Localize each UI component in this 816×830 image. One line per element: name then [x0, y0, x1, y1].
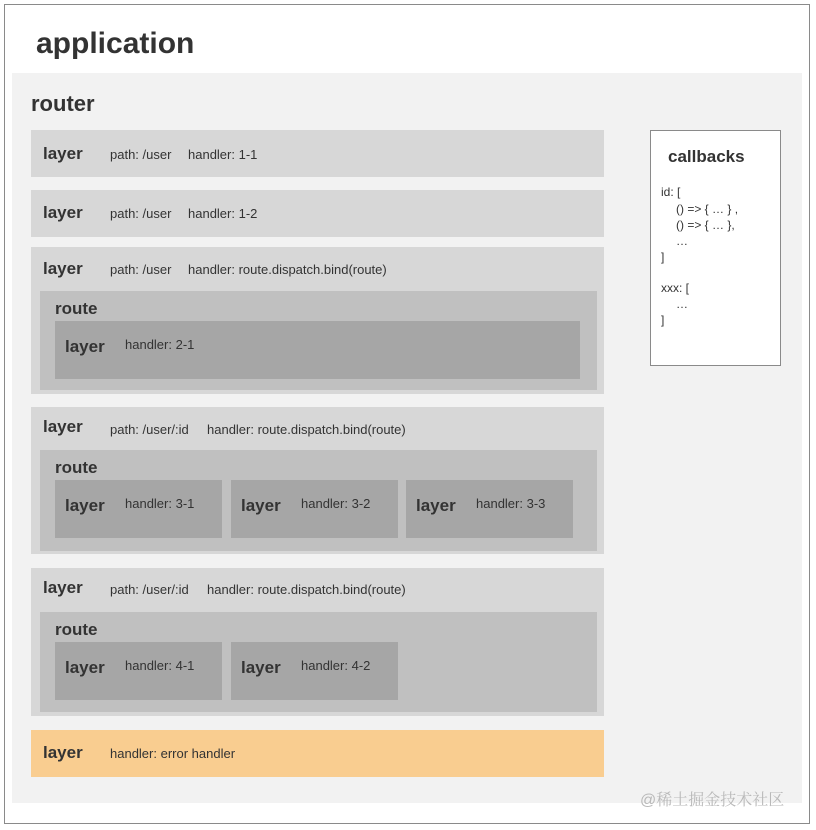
- callbacks-box: [650, 130, 781, 366]
- layer-handler: handler: 1-2: [188, 206, 258, 221]
- layer-label: layer: [241, 658, 281, 677]
- layer-label: layer: [241, 496, 281, 515]
- router-title: router: [31, 91, 95, 116]
- router-layer-3: [31, 247, 604, 394]
- route-layer: [231, 480, 398, 538]
- layer-path: path: /user/:id: [110, 582, 189, 597]
- route-box: [40, 450, 597, 551]
- route-title: route: [55, 299, 98, 318]
- layer-label: layer: [43, 417, 83, 436]
- layer-handler: handler: 4-1: [125, 658, 195, 673]
- callbacks-line: id: [: [661, 185, 681, 199]
- layer-handler: handler: route.dispatch.bind(route): [188, 262, 387, 277]
- layer-handler: handler: 1-1: [188, 147, 258, 162]
- layer-label: layer: [43, 203, 83, 222]
- layer-handler: handler: route.dispatch.bind(route): [207, 582, 406, 597]
- callbacks-line: …: [676, 234, 688, 248]
- route-layer: [55, 642, 222, 700]
- layer-label: layer: [65, 496, 105, 515]
- route-box: [40, 612, 597, 712]
- layer-path: path: /user: [110, 262, 172, 277]
- callbacks-line: ]: [661, 313, 665, 327]
- layer-handler: handler: route.dispatch.bind(route): [207, 422, 406, 437]
- callbacks-line: ]: [661, 250, 665, 264]
- layer-label: layer: [43, 743, 83, 762]
- callbacks-title: callbacks: [668, 147, 745, 166]
- layer-handler: handler: 3-3: [476, 496, 546, 511]
- layer-handler: handler: 3-1: [125, 496, 195, 511]
- callbacks-line: …: [676, 297, 688, 311]
- router-layer-error: [31, 730, 604, 777]
- route-layer: [55, 321, 580, 379]
- layer-path: path: /user: [110, 147, 172, 162]
- route-layer: [55, 480, 222, 538]
- route-title: route: [55, 458, 98, 477]
- callbacks-line: () => { … },: [676, 218, 735, 232]
- router-layer-1: [31, 130, 604, 177]
- application-title: application: [36, 27, 195, 60]
- router-layer-2: [31, 190, 604, 237]
- layer-handler: handler: 3-2: [301, 496, 371, 511]
- layer-label: layer: [416, 496, 456, 515]
- layer-handler: handler: 4-2: [301, 658, 371, 673]
- route-layer: [231, 642, 398, 700]
- route-layer: [406, 480, 573, 538]
- layer-label: layer: [43, 259, 83, 278]
- layer-label: layer: [65, 658, 105, 677]
- layer-path: path: /user: [110, 206, 172, 221]
- layer-label: layer: [43, 144, 83, 163]
- layer-handler: handler: error handler: [110, 746, 236, 761]
- callbacks-line: xxx: [: [661, 281, 690, 295]
- layer-path: path: /user/:id: [110, 422, 189, 437]
- layer-label: layer: [65, 337, 105, 356]
- layer-label: layer: [43, 578, 83, 597]
- router-layer-4: [31, 407, 604, 554]
- layer-handler: handler: 2-1: [125, 337, 195, 352]
- watermark: @稀土掘金技术社区: [640, 792, 785, 809]
- route-box: [40, 291, 597, 390]
- callbacks-line: () => { … } ,: [676, 202, 739, 216]
- route-title: route: [55, 620, 98, 639]
- router-layer-5: [31, 568, 604, 716]
